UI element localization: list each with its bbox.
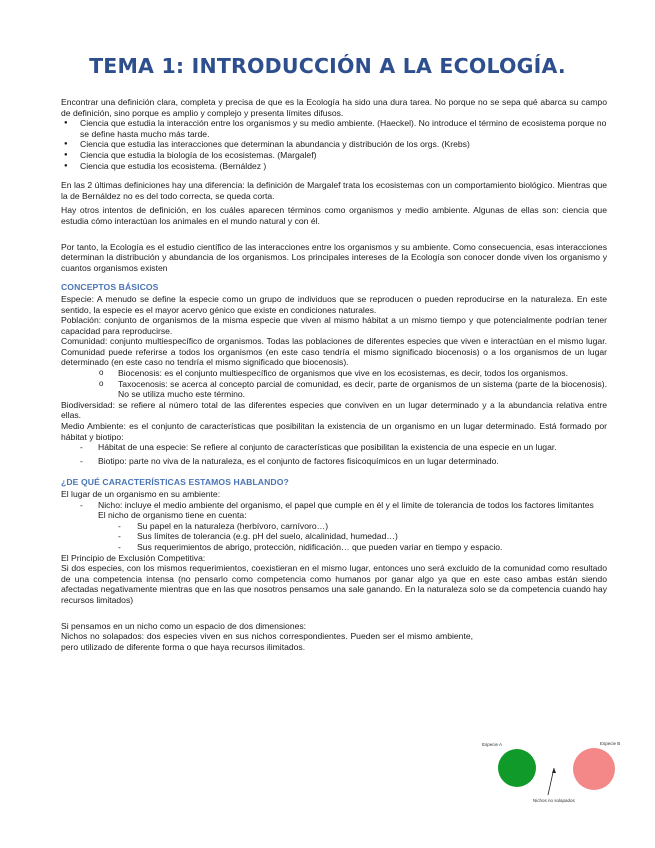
nicho-list <box>61 500 607 511</box>
list-item: - Sus límites de tolerancia (e.g. pH del suelo, alcalinidad, humedad…) <box>117 531 607 542</box>
no-solapados-paragraph: Nichos no solapados: dos especies viven en sus nichos correspondientes. Pueden ser el mismo ambiente, pero utilizado de diferente forma o que haya recursos ilimitados. <box>61 631 473 652</box>
list-item: o Taxocenosis: se acerca al concepto parcial de comunidad, es decir, parte de organismos de un sistema (parte de la biocenosis). No se utiliza mucho este término. <box>98 379 607 400</box>
comunidad-paragraph: Comunidad: conjunto multiespecífico de organismos. Todas las poblaciones de diferentes especies que viven e interactúan en el mismo lugar. Comunidad puede referirse a todos los organismos (en este caso tendría el mismo significado biocenosis) o a los organismos de un lugar determinado (en este caso no tendría el mismo significado que biocenosis). <box>61 336 607 368</box>
document-body <box>61 97 607 652</box>
nicho-cuenta-paragraph: El nicho de organismo tiene en cuenta: <box>98 510 247 521</box>
biodiversidad-paragraph: Biodiversidad: se refiere al número total de las diferentes especies que conviven en un lugar determinado y a la abundancia relativa entre ellas. <box>61 399 607 421</box>
list-item: - Sus requerimientos de abrigo, protección, nidificación… que pueden variar en tiempo y espacio. <box>117 542 607 553</box>
section-heading-conceptos: CONCEPTOS BÁSICOS <box>61 282 159 293</box>
principio-heading: El Principio de Exclusión Competitiva: <box>61 552 206 563</box>
lugar-paragraph: El lugar de un organismo en su ambiente: <box>61 489 221 499</box>
difference-paragraph: En las 2 últimas definiciones hay una diferencia: la definición de Margalef trata los ecosistemas con un comportamiento biológico. Mientras que la de Bernáldez no es del todo correcta, se queda corta. <box>61 180 607 201</box>
list-item: - Biotipo: parte no viva de la naturaleza, es el conjunto de factores fisicoquímicos en un lugar determinado. <box>79 456 607 467</box>
especie-paragraph: Especie: A menudo se define la especie como un grupo de individuos que se reproducen o pueden reproducirse en la naturaleza. En este sentido, la especie es el mayor acervo génico que existe en condiciones naturales. <box>61 293 607 315</box>
section-heading-caracteristicas: ¿DE QUÉ CARACTERÍSTICAS ESTAMOS HABLANDO? <box>61 477 289 488</box>
page-title: TEMA 1: INTRODUCCIÓN A LA ECOLOGÍA. <box>89 54 566 78</box>
medio-ambiente-list <box>61 442 607 466</box>
principio-paragraph: Si dos especies, con los mismos requerimientos, coexistieran en el mismo lugar, entonces uno será excluido de la comunidad como resultado de una competencia intensa (no pensarlo como competencia como humanos por ganar algo ya que en este caso ambas están siendo afectadas negativamente mientras que en las que nosotros pensamos una sale ganando. En la naturaleza solo se da competencia cuando hay recursos limitados) <box>61 563 607 605</box>
arrow-head-icon <box>552 768 556 773</box>
list-item: o Biocenosis: es el conjunto multiespecífico de organismos que vive en los ecosistemas, es decir, todos los organismos. <box>98 368 607 379</box>
list-item: ● Ciencia que estudia las interacciones que determinan la abundancia y distribución de los orgs. (Krebs) <box>61 139 607 150</box>
species-a-niche-circle <box>498 749 536 787</box>
medio-ambiente-paragraph: Medio Ambiente: es el conjunto de características que posibilitan la existencia de un organismo en un lugar determinado. Está formado por hábitat y biotipo: <box>61 421 607 442</box>
list-item: - Nicho: incluye el medio ambiente del organismo, el papel que cumple en él y el límite de tolerancia de todos los factores limitantes <box>79 500 607 511</box>
list-item: ● Ciencia que estudia la biología de los ecosistemas. (Margalef) <box>61 150 607 161</box>
list-item: ● Ciencia que estudia la interacción entre los organismos y su medio ambiente. (Haeckel). No introduce el término de ecosistema porque no se define hasta mucho más tarde. <box>61 118 607 139</box>
species-b-label: Especie B <box>600 741 621 746</box>
list-item: - Su papel en la naturaleza (herbívoro, carnívoro…) <box>117 521 607 532</box>
espacio-paragraph: Si pensamos en un nicho como un espacio de dos dimensiones: <box>61 620 307 631</box>
poblacion-paragraph: Población: conjunto de organismos de la misma especie que viven al mismo hábitat a un mismo tiempo y que potencialmente podrían tener capacidad para reproducirse. <box>61 315 607 336</box>
comunidad-list <box>61 368 607 400</box>
nicho-items-list <box>61 521 607 553</box>
list-item: - Hábitat de una especie: Se refiere al conjunto de características que posibilitan la existencia de una especie en un lugar. <box>79 442 607 453</box>
species-a-label: Especie A <box>482 742 503 747</box>
diagram-note: Nichos no solapados <box>533 798 575 803</box>
definitions-list <box>61 118 607 171</box>
intro-paragraph: Encontrar una definición clara, completa y precisa de que es la Ecología ha sido una dura tarea. No porque no se sepa qué abarca su campo de definición, sino porque es amplio y complejo y presenta límites difusos. <box>61 97 607 118</box>
other-definitions-paragraph: Hay otros intentos de definición, en los cuáles aparecen términos como organismos y medio ambiente. Algunas de ellas son: ciencia que estudia cómo interactúan los animales en el mundo natural y con él. <box>61 205 607 226</box>
species-b-niche-circle <box>573 748 615 790</box>
list-item: ● Ciencia que estudia los ecosistema. (Bernáldez ) <box>61 161 607 172</box>
niche-diagram <box>478 740 638 814</box>
conclusion-paragraph: Por tanto, la Ecología es el estudio científico de las interacciones entre los organismos y su ambiente. Como consecuencia, esas interacciones determinan la distribución y abundancia de los organismos. Los principales intereses de la Ecología son conocer donde viven los organismo y cuantos organismos existen <box>61 241 607 273</box>
